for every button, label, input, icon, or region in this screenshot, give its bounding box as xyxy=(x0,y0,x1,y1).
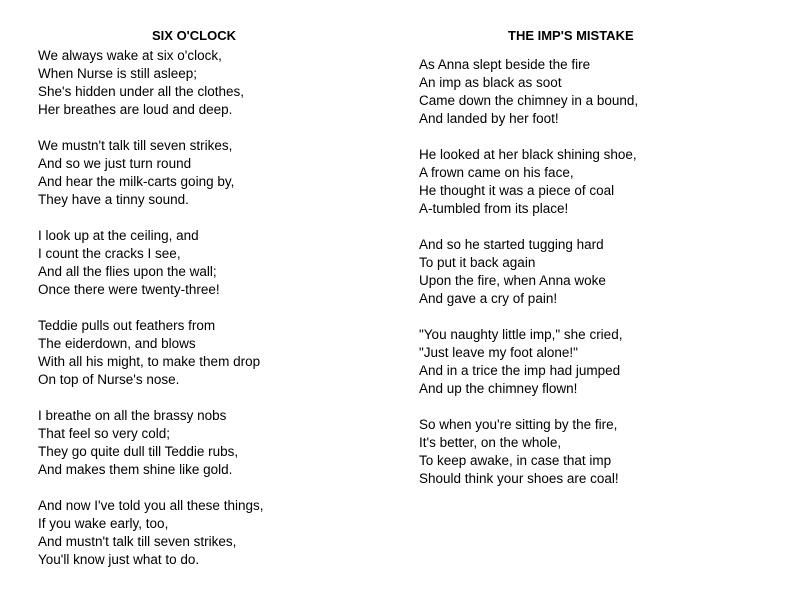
poem-line: Came down the chimney in a bound, xyxy=(419,93,639,108)
poem-line: "Just leave my foot alone!" xyxy=(419,345,578,360)
poem-line: He thought it was a piece of coal xyxy=(419,183,615,198)
poem-line: Teddie pulls out feathers from xyxy=(38,318,216,333)
poem-line: With all his might, to make them drop xyxy=(38,354,261,369)
stanza xyxy=(419,416,638,488)
poem-line: And so he started tugging hard xyxy=(419,237,604,252)
poem-line: They have a tinny sound. xyxy=(38,192,189,207)
poem-line: I look up at the ceiling, and xyxy=(38,228,199,243)
stanza xyxy=(38,407,263,479)
stanza xyxy=(38,497,263,569)
poem-line: I breathe on all the brassy nobs xyxy=(38,408,227,423)
poem-line: I count the cracks I see, xyxy=(38,246,181,261)
poem-line: The eiderdown, and blows xyxy=(38,336,196,351)
poem-body xyxy=(419,56,638,506)
poem-line: You'll know just what to do. xyxy=(38,552,200,567)
poem-line: And gave a cry of pain! xyxy=(419,291,558,306)
poem-line: Upon the fire, when Anna woke xyxy=(419,273,606,288)
poem-line: A frown came on his face, xyxy=(419,165,574,180)
poem-line: So when you're sitting by the fire, xyxy=(419,417,618,432)
poem-line: And now I've told you all these things, xyxy=(38,498,264,513)
poem-line: He looked at her black shining shoe, xyxy=(419,147,637,162)
poem-title: THE IMP'S MISTAKE xyxy=(508,28,634,43)
poem-line: When Nurse is still asleep; xyxy=(38,66,198,81)
poem-line: And hear the milk-carts going by, xyxy=(38,174,235,189)
poem-line: They go quite dull till Teddie rubs, xyxy=(38,444,239,459)
poem-line: "You naughty little imp," she cried, xyxy=(419,327,623,342)
stanza xyxy=(419,236,638,308)
poem-line: An imp as black as soot xyxy=(419,75,562,90)
poem-line: It's better, on the whole, xyxy=(419,435,562,450)
poem-body xyxy=(38,47,263,587)
poem-line: Her breathes are loud and deep. xyxy=(38,102,233,117)
stanza xyxy=(38,137,263,209)
poem-line: And so we just turn round xyxy=(38,156,192,171)
poem-line: And landed by her foot! xyxy=(419,111,559,126)
poem-line: Once there were twenty-three! xyxy=(38,282,220,297)
poem-line: And up the chimney flown! xyxy=(419,381,578,396)
stanza xyxy=(419,326,638,398)
stanza xyxy=(38,47,263,119)
poem-line: And in a trice the imp had jumped xyxy=(419,363,621,378)
poem-line: And all the flies upon the wall; xyxy=(38,264,217,279)
stanza xyxy=(38,227,263,299)
poem-line: And makes them shine like gold. xyxy=(38,462,233,477)
poem-line: A-tumbled from its place! xyxy=(419,201,569,216)
stanza xyxy=(419,146,638,218)
stanza xyxy=(38,317,263,389)
poem-line: On top of Nurse's nose. xyxy=(38,372,180,387)
poem-line: To put it back again xyxy=(419,255,536,270)
poem-line: As Anna slept beside the fire xyxy=(419,57,591,72)
stanza xyxy=(419,56,638,128)
poem-line: If you wake early, too, xyxy=(38,516,169,531)
poem-line: That feel so very cold; xyxy=(38,426,171,441)
poem-line: We always wake at six o'clock, xyxy=(38,48,222,63)
poem-line: We mustn't talk till seven strikes, xyxy=(38,138,233,153)
poem-line: To keep awake, in case that imp xyxy=(419,453,612,468)
poem-line: Should think your shoes are coal! xyxy=(419,471,619,486)
poem-title: SIX O'CLOCK xyxy=(152,28,236,43)
poem-line: And mustn't talk till seven strikes, xyxy=(38,534,237,549)
poem-line: She's hidden under all the clothes, xyxy=(38,84,244,99)
